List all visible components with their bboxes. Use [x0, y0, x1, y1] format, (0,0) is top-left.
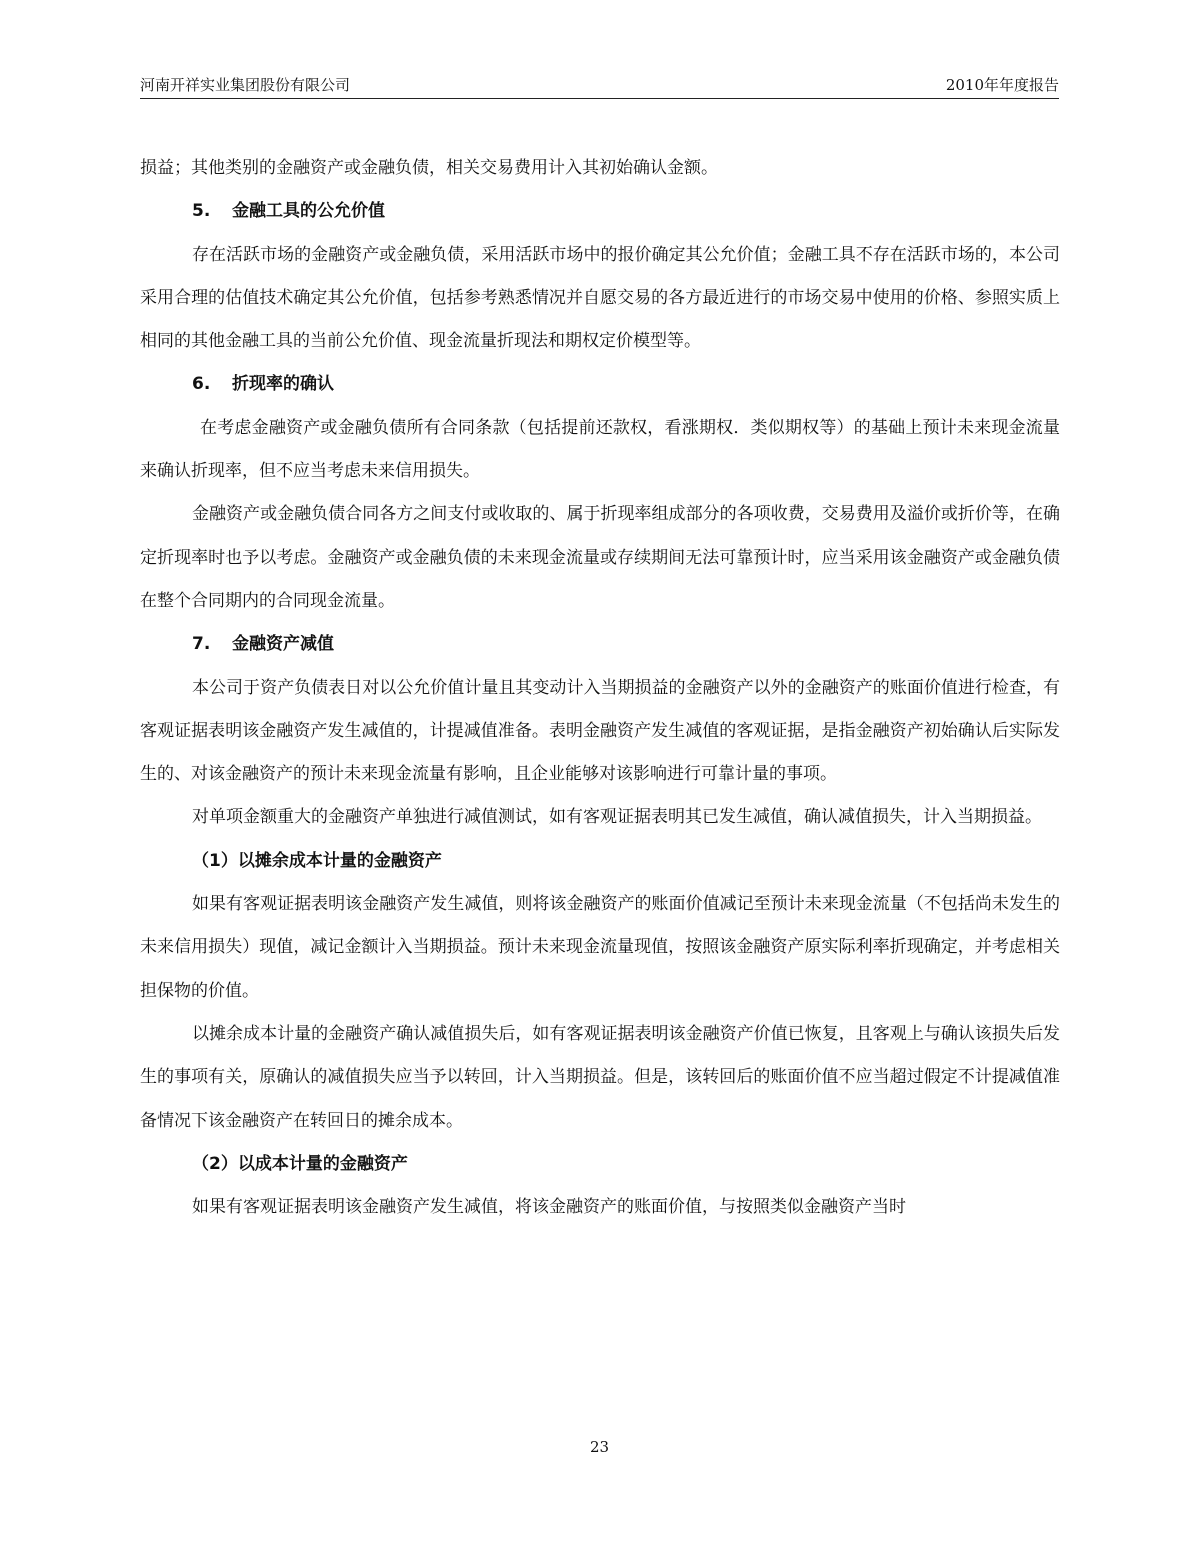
header-company-name: 河南开祥实业集团股份有限公司	[140, 76, 351, 94]
page-number: 23	[589, 1438, 610, 1456]
section-title: 金融资产减值	[232, 634, 334, 655]
paragraph: 在考虑金融资产或金融负债所有合同条款（包括提前还款权，看涨期权．类似期权等）的基础上预计未来现金流量来确认折现率，但不应当考虑未来信用损失。	[140, 417, 1060, 482]
paragraph: 本公司于资产负债表日对以公允价值计量且其变动计入当期损益的金融资产以外的金融资产的账面价值进行检查，有客观证据表明该金融资产发生减值的，计提减值准备。表明金融资产发生减值的客观证据，是指金融资产初始确认后实际发生的、对该金融资产的预计未来现金流量有影响，且企业能够对该影响进行可靠计量的事项。	[140, 677, 1060, 785]
section-title: 金融工具的公允价值	[232, 201, 385, 222]
section-heading-7	[140, 623, 1060, 666]
section-number: 6.	[192, 374, 211, 395]
section-heading-6	[140, 363, 1060, 406]
page-content	[140, 147, 1060, 1229]
section-number: 5.	[192, 201, 211, 222]
paragraph: 如果有客观证据表明该金融资产发生减值，将该金融资产的账面价值，与按照类似金融资产当时	[192, 1197, 906, 1218]
paragraph: 存在活跃市场的金融资产或金融负债，采用活跃市场中的报价确定其公允价值；金融工具不存在活跃市场的，本公司采用合理的估值技术确定其公允价值，包括参考熟悉情况并自愿交易的各方最近进行的市场交易中使用的价格、参照实质上相同的其他金融工具的当前公允价值、现金流量折现法和期权定价模型等。	[140, 244, 1060, 352]
paragraph: 对单项金额重大的金融资产单独进行减值测试，如有客观证据表明其已发生减值，确认减值损失，计入当期损益。	[192, 807, 1042, 828]
section-heading-5	[140, 190, 1060, 233]
paragraph-continuation: 损益；其他类别的金融资产或金融负债，相关交易费用计入其初始确认金额。	[140, 158, 718, 178]
paragraph: 金融资产或金融负债合同各方之间支付或收取的、属于折现率组成部分的各项收费，交易费用及溢价或折价等，在确定折现率时也予以考虑。金融资产或金融负债的未来现金流量或存续期间无法可靠预计时，应当采用该金融资产或金融负债在整个合同期内的合同现金流量。	[140, 504, 1060, 611]
header-report-title: 2010年年度报告	[945, 76, 1059, 94]
paragraph: 如果有客观证据表明该金融资产发生减值，则将该金融资产的账面价值减记至预计未来现金流量（不包括尚未发生的未来信用损失）现值，减记金额计入当期损益。预计未来现金流量现值，按照该金融资产原实际利率折现确定，并考虑相关担保物的价值。	[140, 894, 1060, 1001]
section-title: 折现率的确认	[232, 374, 334, 395]
subsection-heading-2: （2）以成本计量的金融资产	[192, 1153, 408, 1174]
paragraph: 以摊余成本计量的金融资产确认减值损失后，如有客观证据表明该金融资产价值已恢复，且客观上与确认该损失后发生的事项有关，原确认的减值损失应当予以转回，计入当期损益。但是，该转回后的账面价值不应当超过假定不计提减值准备情况下该金融资产在转回日的摊余成本。	[140, 1023, 1060, 1131]
page-header	[140, 72, 1059, 99]
section-number: 7.	[192, 634, 211, 655]
subsection-heading-1: （1）以摊余成本计量的金融资产	[192, 850, 442, 871]
